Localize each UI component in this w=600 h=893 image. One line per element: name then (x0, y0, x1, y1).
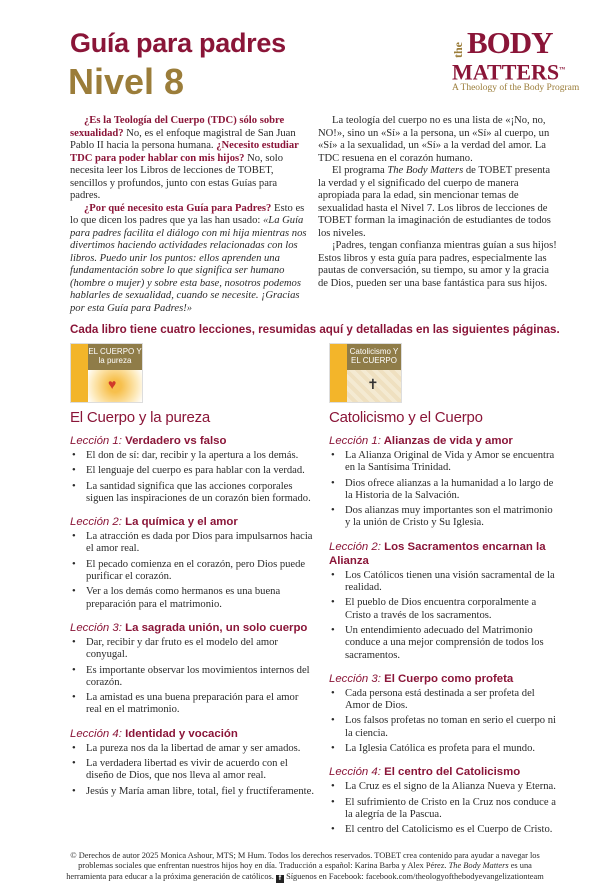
list-item: • La verdadera libertad es vivir de acuerdo con el diseño de Dios, que nos lleva al amor real. (70, 758, 315, 783)
book-column-pureza (70, 409, 315, 847)
lesson-points (329, 688, 560, 755)
book-title: El Cuerpo y la pureza (70, 409, 211, 426)
lesson-number: Lección 4: (70, 727, 122, 740)
list-item: • El lenguaje del cuerpo es para hablar con la verdad. (70, 465, 315, 477)
lesson-title (70, 434, 315, 448)
intro-paragraph (318, 165, 560, 240)
lessons-banner: Cada libro tiene cuatro lecciones, resumidas aquí y detalladas en las siguientes páginas. (70, 323, 560, 336)
text: de TOBET presenta la verdad y el significado del cuerpo de manera apropiada para la edad, sin mencionar temas de sexualidad hasta el Nivel 7. Los libros de lecciones de TOBET forman la imaginación de estudiantes de todos los niveles. (318, 165, 551, 239)
lesson-name: Verdadero vs falso (125, 435, 227, 447)
lesson-title (329, 434, 560, 448)
lesson-points (70, 743, 315, 798)
logo-matters-text: MATTERS (452, 59, 560, 85)
question: ¿Es la Teología del Cuerpo (TDC) sólo sobre sexualidad? (70, 115, 285, 139)
lesson-points (70, 450, 315, 505)
lesson-number: Lección 1: (70, 435, 122, 447)
list-item: • Dios ofrece alianzas a la humanidad a lo largo de la Historia de la Salvación. (329, 478, 560, 503)
lesson-number: Lección 4: (329, 766, 381, 779)
lesson-title (329, 540, 560, 568)
logo-tagline: A Theology of the Body Program (452, 83, 580, 93)
lesson-name: Alianzas de vida y amor (383, 435, 513, 447)
intro-right (318, 115, 560, 315)
lesson-name: El centro del Catolicismo (384, 766, 521, 779)
question: ¿Necesito estudiar TDC para poder hablar con mis hijos? (70, 140, 299, 164)
cover-art (347, 370, 401, 402)
lesson-number: Lección 1: (329, 435, 381, 447)
page-content (0, 115, 600, 847)
lesson-points (70, 531, 315, 611)
question: ¿Por qué necesito esta Guía para Padres? (84, 202, 272, 214)
list-item: • La Iglesia Católica es profeta para el mundo. (329, 743, 560, 755)
list-item: • Los Católicos tienen una visión sacramental de la realidad. (329, 570, 560, 595)
list-item: • Los falsos profetas no toman en serio el cuerpo ni la ciencia. (329, 715, 560, 740)
intro-paragraph (70, 203, 310, 316)
lesson-points (70, 637, 315, 717)
cross-icon: ✝ (367, 378, 379, 393)
list-item: • El sufrimiento de Cristo en la Cruz nos conduce a la alegría de la Pascua. (329, 797, 560, 822)
body-matters-logo (451, 25, 580, 98)
list-item: • Jesús y María aman libre, total, fiel y fructíferamente. (70, 786, 315, 798)
book-cover-pureza (70, 343, 143, 403)
cover-art (88, 370, 142, 402)
list-item: • El centro del Catolicismo es el Cuerpo de Cristo. (329, 824, 560, 836)
lesson-number: Lección 3: (70, 621, 122, 634)
lesson-title (70, 515, 315, 529)
lesson-title (329, 672, 560, 686)
list-item: • La atracción es dada por Dios para impulsarnos hacia el amor real. (70, 531, 315, 556)
lesson-points (329, 450, 560, 530)
list-item: • Dos alianzas muy importantes son el matrimonio y la unión de Cristo y Su Iglesia. (329, 505, 560, 530)
lesson-name: La sagrada unión, un solo cuerpo (125, 621, 308, 634)
text: El programa (332, 165, 388, 176)
list-item: • El don de sí: dar, recibir y la apertura a los demás. (70, 450, 315, 462)
list-item: • El pecado comienza en el corazón, pero Dios puede purificar el corazón. (70, 559, 315, 584)
facebook-icon: f (276, 875, 284, 883)
list-item: • Dar, recibir y dar fruto es el modelo del amor conyugal. (70, 637, 315, 662)
list-item: • La amistad es una buena preparación para el amor real en el matrimonio. (70, 692, 315, 717)
answer: Esto es lo que dicen los padres que ya las han usado: (70, 202, 305, 226)
lesson-name: El Cuerpo como profeta (384, 672, 514, 685)
book-covers (70, 343, 600, 409)
cover-title: Catolicismo Y EL CUERPO (347, 344, 401, 370)
list-item: • Ver a los demás como hermanos es una buena preparación para el matrimonio. (70, 586, 315, 611)
lesson-name: Identidad y vocación (125, 727, 238, 740)
copyright-footer (60, 851, 550, 883)
answer: No, es el enfoque magistral de San Juan Pablo II hacia la persona humana. (70, 127, 296, 151)
footer-text: es una herramienta para educar a la próxima generación de católicos. (66, 861, 532, 881)
program-name: The Body Matters (387, 165, 464, 176)
parent-quote: «La Guía para padres facilita el diálogo con mi hija mientras nos divertimos haciendo actividades relacionadas con los libros. Puedo unir los puntos: ellos aprenden una fundamentación sobre lo que significa ser humano (hombre o mujer) y sobre esta base, nosotros podemos hablarles de sexualidad, cuando se necesite. ¡Gracias por esta Guía para Padres!» (70, 215, 307, 314)
book-cover-catolicismo (329, 343, 402, 403)
list-item: • Un entendimiento adecuado del Matrimonio conduce a una mejor comprensión de todos los sacramentos. (329, 625, 560, 662)
page-header (0, 0, 600, 115)
intro-paragraph (70, 115, 310, 203)
answer: No, solo necesita leer los Libros de lecciones de TOBET, sencillos y profundos, junto con estas Guías para padres. (70, 152, 283, 201)
book-title: Catolicismo y el Cuerpo (329, 409, 483, 426)
intro-paragraph: La teología del cuerpo no es una lista de «¡No, no, NO!», sino un «Sí» a la persona, un «Sí» al cuerpo, un «Sí» a la sexualidad, un «Sí» a la verdad del amor. La TDC resuena en el corazón humano. (318, 115, 550, 164)
list-item: • La pureza nos da la libertad de amar y ser amados. (70, 743, 315, 755)
book-columns (70, 409, 600, 847)
logo-matters (452, 59, 565, 83)
intro-paragraph: ¡Padres, tengan confianza mientras guían a sus hijos! Estos libros y esta guía para padres, especialmente las pautas de conversación, su tiempo, su amor y la gracia de Dios, pueden ser una base fantástica para sus hijos. (318, 240, 557, 289)
intro-left (70, 115, 310, 315)
lesson-points (329, 570, 560, 662)
list-item: • Es importante observar los movimientos internos del corazón. (70, 665, 315, 690)
heart-icon: ♥ (108, 378, 117, 393)
footer-program: The Body Matters (448, 861, 509, 871)
lesson-name: Los Sacramentos encarnan la Alianza (329, 540, 546, 567)
lesson-points (329, 781, 560, 836)
footer-text: © Derechos de autor 2025 Monica Ashour, MTS; M Hum. Todos los derechos reservados. TOBET crea contenido para ayudar a navegar los problemas sociales que enfrentan nuestros hijos hoy en día. Traducción a español: Karina Barba y Alex Pérez. (70, 850, 540, 871)
list-item: • La Cruz es el signo de la Alianza Nueva y Eterna. (329, 781, 560, 793)
logo-body: BODY (467, 25, 553, 60)
lesson-name: La química y el amor (125, 516, 238, 529)
level-title: Nivel 8 (68, 61, 185, 102)
list-item: • La Alianza Original de Vida y Amor se encuentra en la Santísima Trinidad. (329, 450, 560, 475)
lesson-number: Lección 2: (70, 516, 122, 529)
logo-tm: ™ (559, 67, 566, 73)
book-column-catolicismo (329, 409, 560, 847)
intro (70, 115, 600, 315)
lesson-title (329, 765, 560, 779)
list-item: • Cada persona está destinada a ser profeta del Amor de Dios. (329, 688, 560, 713)
lesson-number: Lección 2: (329, 540, 381, 553)
list-item: • La santidad significa que las acciones corporales siguen las inspiraciones de un corazón bien formado. (70, 481, 315, 506)
list-item: • El pueblo de Dios encuentra corporalmente a Cristo a través de los sacramentos. (329, 597, 560, 622)
lesson-title (70, 621, 315, 635)
page-title: Guía para padres (70, 28, 286, 58)
cover-title: EL CUERPO Y la pureza (88, 344, 142, 370)
lesson-title (70, 727, 315, 741)
facebook-link: Síguenos en Facebook: facebook.com/theologyofthebodyevangelizationteam (283, 871, 544, 881)
lesson-number: Lección 3: (329, 672, 381, 685)
logo-the: the (451, 42, 465, 58)
